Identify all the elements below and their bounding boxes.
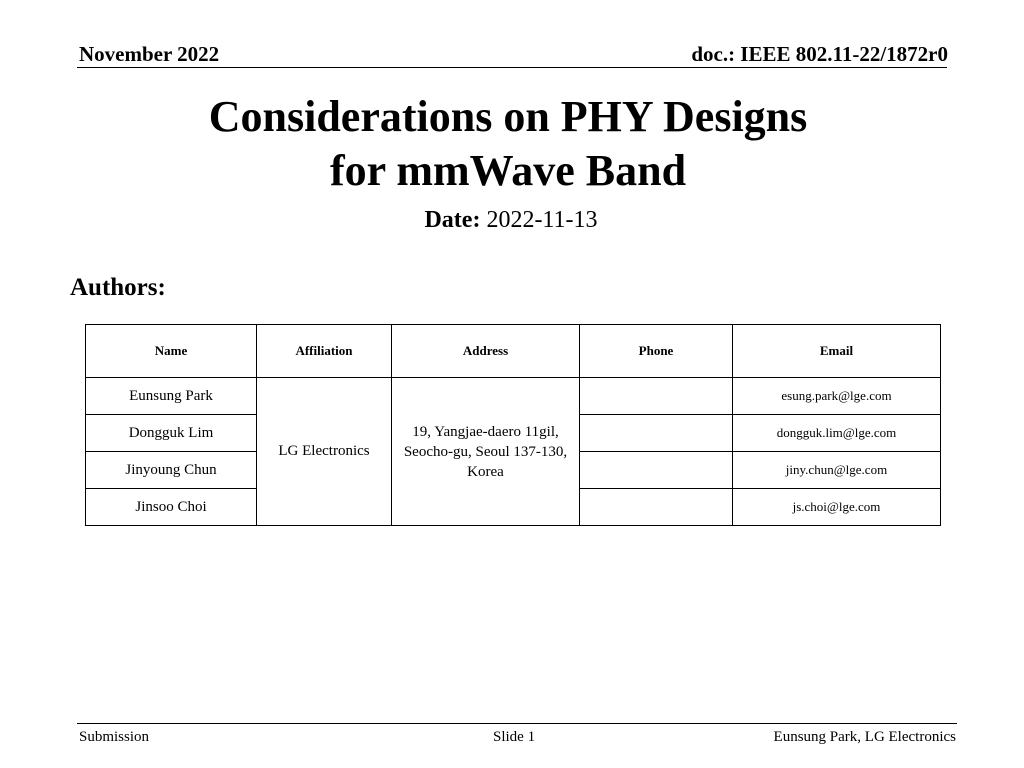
author-email: js.choi@lge.com: [733, 489, 941, 526]
author-email: dongguk.lim@lge.com: [733, 415, 941, 452]
slide-title-line-1: Considerations on PHY Designs: [208, 92, 808, 141]
footer-divider: [77, 723, 957, 724]
header-doc-id: doc.: IEEE 802.11-22/1872r0: [691, 42, 948, 66]
authors-table-header-row: [86, 325, 941, 378]
column-header-address: Address: [392, 325, 580, 378]
author-name: Jinsoo Choi: [86, 489, 257, 526]
column-header-name: Name: [86, 325, 257, 378]
authors-heading: Authors:: [70, 274, 166, 301]
date-line: [0, 205, 1022, 235]
author-name: Eunsung Park: [86, 378, 257, 415]
author-address: 19, Yangjae-daero 11gil, Seocho-gu, Seoul 137-130, Korea: [392, 378, 580, 526]
author-phone: [580, 378, 733, 415]
column-header-email: Email: [733, 325, 941, 378]
author-name: Dongguk Lim: [86, 415, 257, 452]
authors-table: [85, 324, 941, 526]
author-email: jiny.chun@lge.com: [733, 452, 941, 489]
slide-title-line-2: for mmWave Band: [329, 146, 687, 195]
header-divider: [77, 67, 947, 68]
date-value: 2022-11-13: [486, 207, 598, 233]
author-name: Jinyoung Chun: [86, 452, 257, 489]
column-header-phone: Phone: [580, 325, 733, 378]
footer-submission: Submission: [79, 729, 150, 745]
author-phone: [580, 489, 733, 526]
slide-title: [0, 90, 1016, 198]
author-phone: [580, 415, 733, 452]
author-phone: [580, 452, 733, 489]
table-row: [86, 378, 941, 415]
header-date: November 2022: [79, 42, 220, 66]
column-header-affiliation: Affiliation: [257, 325, 392, 378]
author-email: esung.park@lge.com: [733, 378, 941, 415]
date-label: Date:: [424, 207, 481, 233]
footer-slide-number: Slide 1: [493, 729, 536, 745]
author-affiliation: LG Electronics: [257, 378, 392, 526]
footer-author: Eunsung Park, LG Electronics: [773, 729, 956, 745]
